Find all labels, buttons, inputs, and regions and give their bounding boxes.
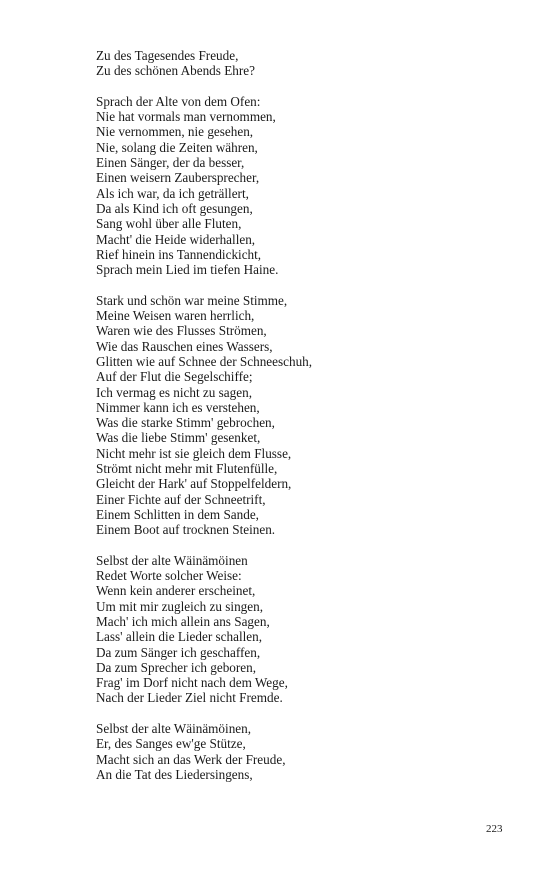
- stanza: [96, 94, 516, 278]
- poem-line: Strömt nicht mehr mit Flutenfülle,: [96, 461, 278, 477]
- poem-line: Was die starke Stimm' gebrochen,: [96, 415, 275, 431]
- poem-line: Waren wie des Flusses Strömen,: [96, 323, 267, 339]
- poem-line: Meine Weisen waren herrlich,: [96, 308, 255, 324]
- poem-line: Er, des Sanges ew'ge Stütze,: [96, 736, 246, 752]
- poem-line: Nie vernommen, nie gesehen,: [96, 124, 254, 140]
- poem-text: [96, 48, 516, 798]
- poem-line: Sang wohl über alle Fluten,: [96, 216, 242, 232]
- poem-line: Zu des Tagesendes Freude,: [96, 48, 239, 63]
- poem-line: Mach' ich mich allein ans Sagen,: [96, 613, 270, 629]
- stanza: [96, 553, 516, 706]
- poem-line: Frag' im Dorf nicht nach dem Wege,: [96, 675, 288, 691]
- poem-line: Sprach der Alte von dem Ofen:: [96, 93, 261, 109]
- poem-line: Nach der Lieder Ziel nicht Fremde.: [96, 690, 283, 706]
- poem-line: Nicht mehr ist sie gleich dem Flusse,: [96, 445, 292, 461]
- poem-line: Stark und schön war meine Stimme,: [96, 292, 288, 308]
- poem-line: Einen Sänger, der da besser,: [96, 155, 245, 171]
- poem-line: Einem Boot auf trocknen Steinen.: [96, 522, 276, 538]
- poem-line: Lass' allein die Lieder schallen,: [96, 629, 263, 645]
- poem-line: Selbst der alte Wäinämöinen,: [96, 721, 252, 737]
- poem-line: Da zum Sprecher ich geboren,: [96, 659, 257, 675]
- poem-line: An die Tat des Liedersingens,: [96, 766, 253, 782]
- page-number: 223: [486, 823, 503, 835]
- poem-line: Nie hat vormals man vernommen,: [96, 109, 276, 125]
- poem-line: Macht sich an das Werk der Freude,: [96, 751, 286, 767]
- poem-line: Als ich war, da ich geträllert,: [96, 185, 249, 201]
- poem-line: Einem Schlitten in dem Sande,: [96, 506, 259, 522]
- stanza: [96, 293, 516, 538]
- poem-line: Einen weisern Zaubersprecher,: [96, 170, 260, 186]
- poem-line: Einer Fichte auf der Schneetrift,: [96, 491, 266, 507]
- poem-line: Was die liebe Stimm' gesenket,: [96, 430, 261, 446]
- poem-line: Nimmer kann ich es verstehen,: [96, 399, 260, 415]
- stanza: [96, 721, 516, 782]
- poem-line: Macht' die Heide widerhallen,: [96, 231, 256, 247]
- poem-line: Da als Kind ich oft gesungen,: [96, 200, 253, 216]
- poem-line: Zu des schönen Abends Ehre?: [96, 63, 255, 79]
- poem-line: Wie das Rauschen eines Wassers,: [96, 338, 273, 354]
- stanza: [96, 48, 516, 79]
- poem-line: Rief hinein ins Tannendickicht,: [96, 246, 262, 262]
- poem-line: Sprach mein Lied im tiefen Haine.: [96, 262, 279, 278]
- poem-line: Wenn kein anderer erscheinet,: [96, 583, 256, 599]
- poem-line: Da zum Sänger ich geschaffen,: [96, 644, 261, 660]
- poem-line: Ich vermag es nicht zu sagen,: [96, 384, 252, 400]
- poem-line: Redet Worte solcher Weise:: [96, 568, 242, 584]
- poem-line: Selbst der alte Wäinämöinen: [96, 552, 248, 568]
- poem-line: Auf der Flut die Segelschiffe;: [96, 369, 253, 385]
- poem-line: Um mit mir zugleich zu singen,: [96, 598, 264, 614]
- poem-line: Gleicht der Hark' auf Stoppelfeldern,: [96, 476, 292, 492]
- poem-line: Nie, solang die Zeiten währen,: [96, 139, 258, 155]
- poem-line: Glitten wie auf Schnee der Schneeschuh,: [96, 353, 313, 369]
